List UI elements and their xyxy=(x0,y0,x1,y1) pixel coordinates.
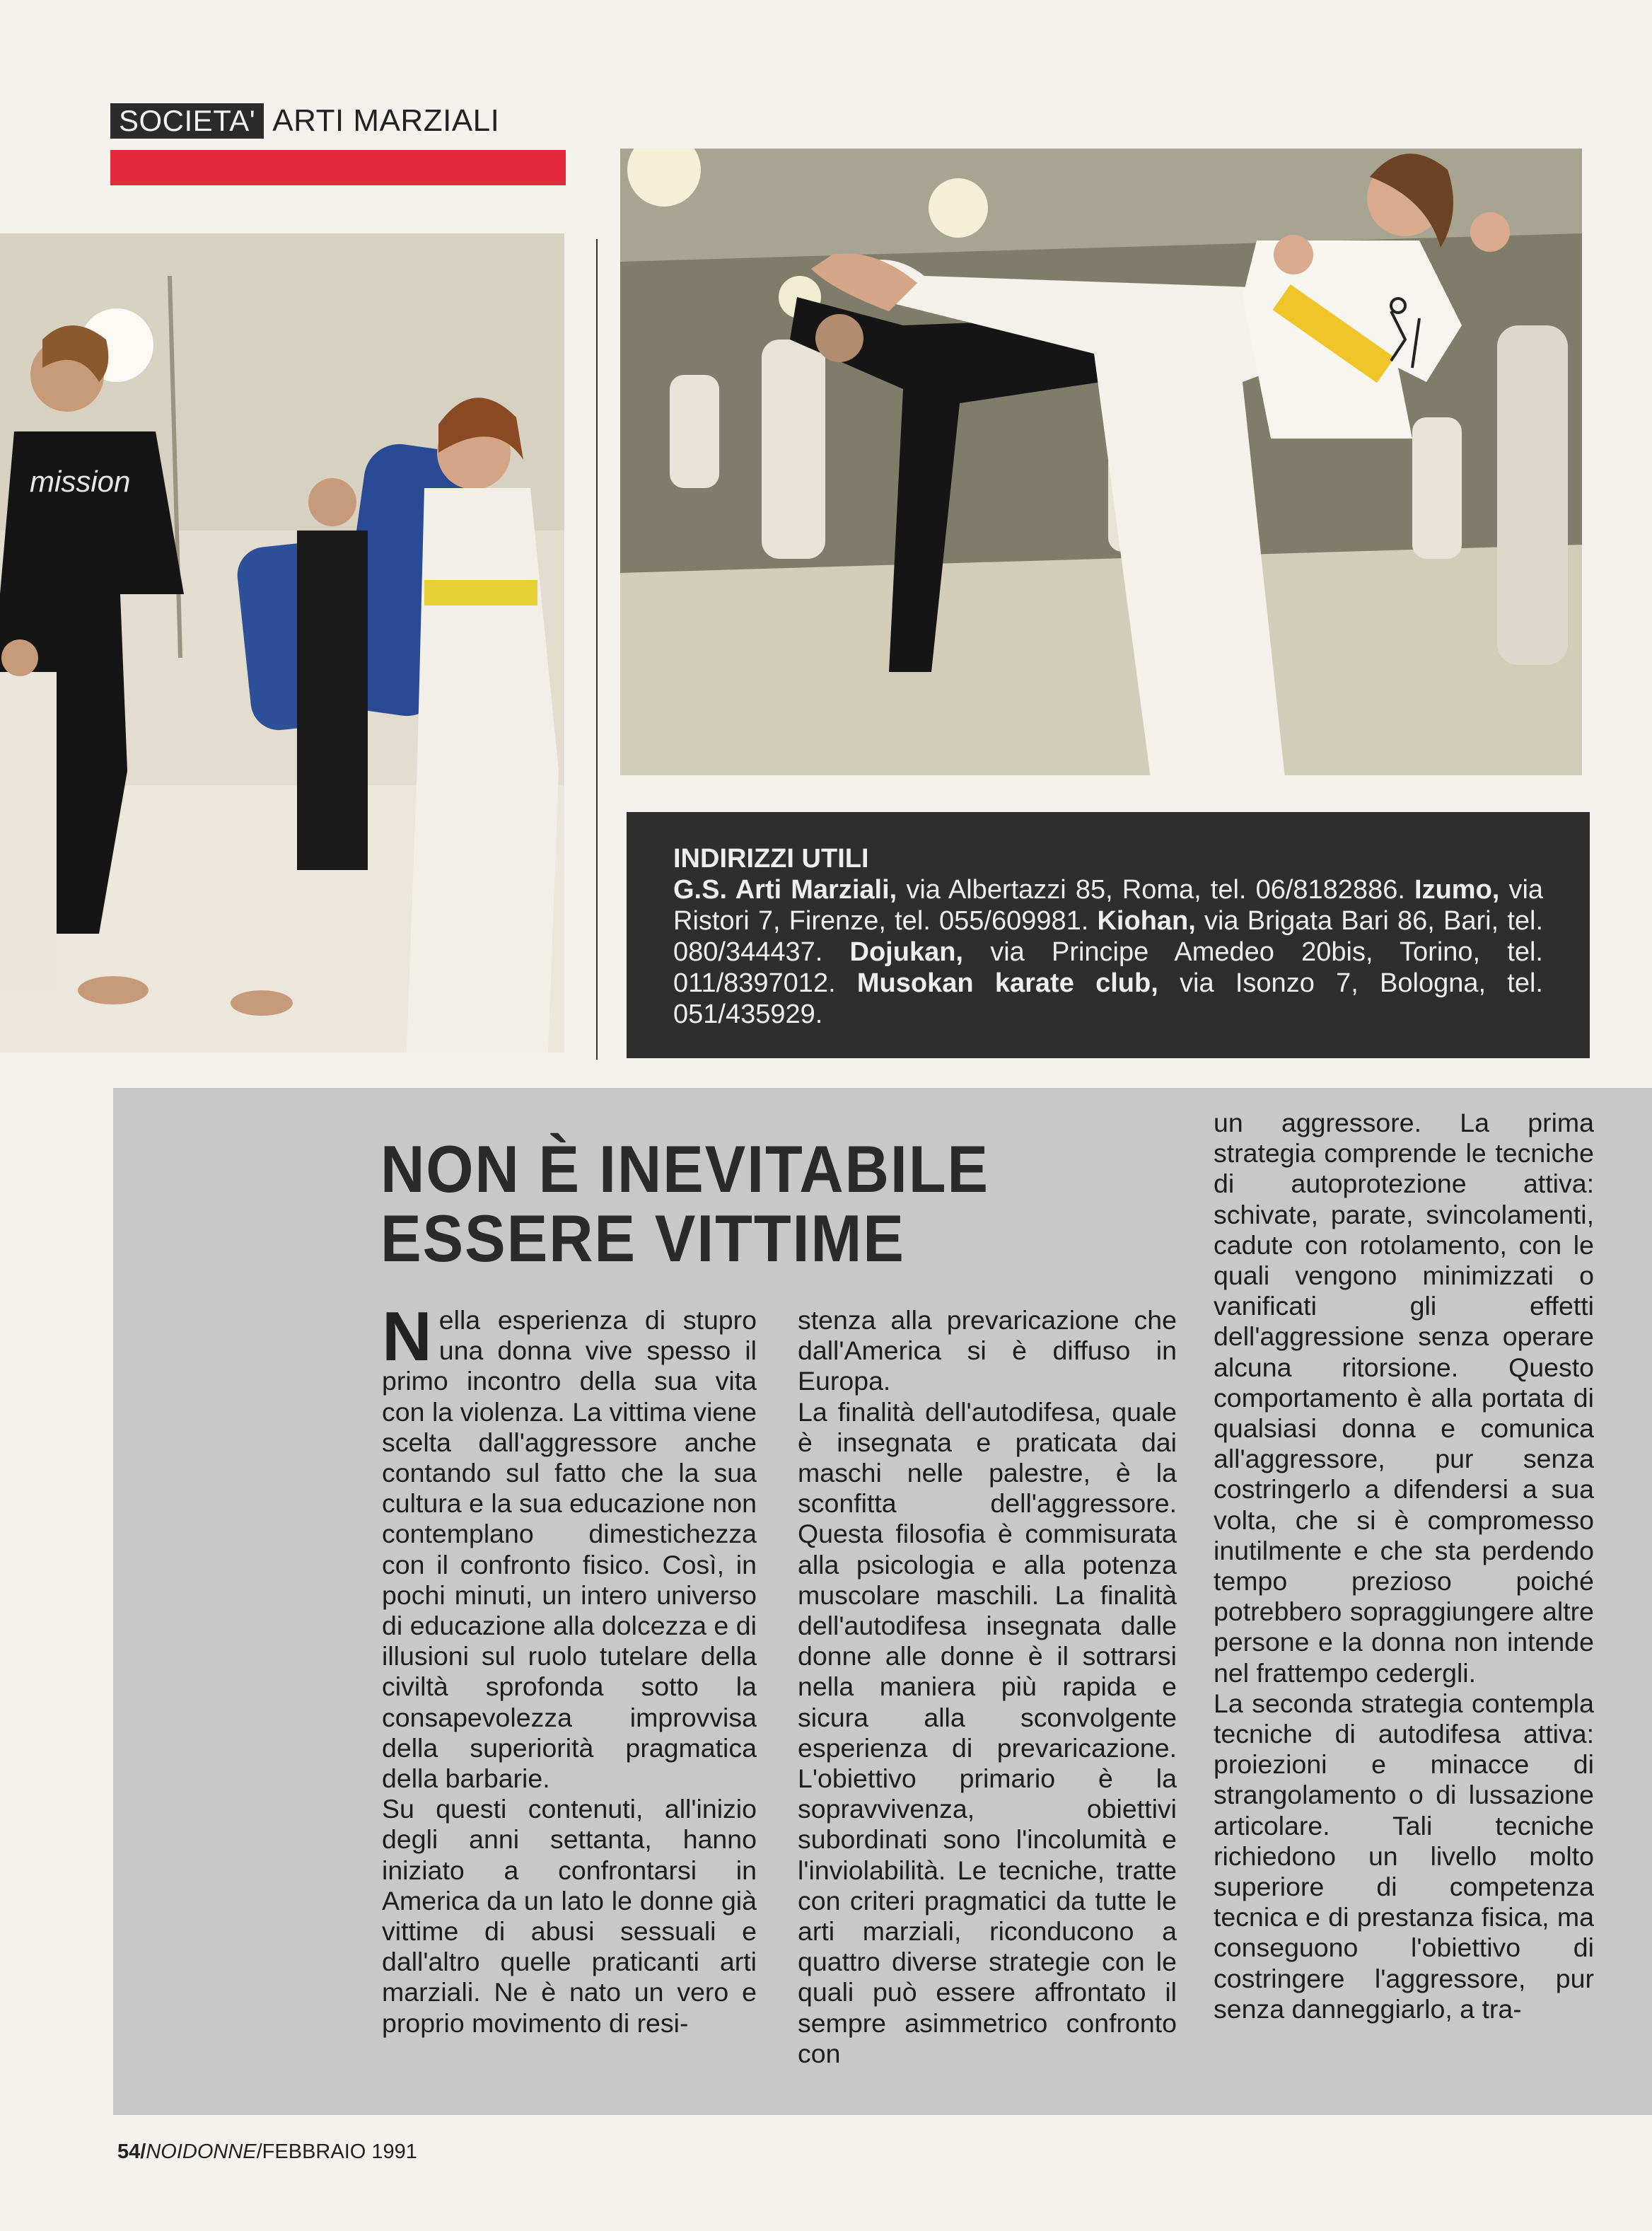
article-headline xyxy=(380,1132,1096,1275)
paragraph xyxy=(382,1297,757,1794)
info-box-text xyxy=(673,874,1543,1030)
useful-addresses-box xyxy=(627,812,1590,1058)
photo-high-kick-dojo xyxy=(620,149,1582,775)
article-column-3 xyxy=(1214,1108,1594,2024)
headline-line-2: ESSERE VITTIME xyxy=(380,1201,905,1275)
paragraph: stenza alla prevaricazione che dall'America si è diffuso in Europa. xyxy=(798,1305,1177,1396)
article-column-1 xyxy=(382,1297,757,2039)
red-accent-bar xyxy=(110,150,566,185)
photo-left-illustration xyxy=(0,233,564,1053)
drop-cap: N xyxy=(382,1297,432,1375)
address-name: Izumo, xyxy=(1414,875,1500,905)
page-folio xyxy=(117,2140,417,2164)
photo-kick-shield-training xyxy=(0,233,564,1053)
paragraph: La finalità dell'autodifesa, quale è insegnata e praticata dai maschi nelle palestre, è la sconfitta dell'aggressore. Questa filosofia è commisurata alla psicologia e alla potenza muscolare maschili. La finalità dell'autodifesa insegnata dalle donne alle donne è il sottrarsi nella maniera più rapida e sicura alla sconvolgente esperienza di prevaricazione. L'obiettivo primario è la sopravvivenza, obiettivi subordinati sono l'incolumità e l'inviolabilità. Le tecniche, tratte con criteri pragmatici da tutte le arti marziali, riconducono a quattro diverse strategie con le quali può essere affrontato il sempre asimmetrico confronto con xyxy=(798,1396,1177,2068)
paragraph: Su questi contenuti, all'inizio degli anni settanta, hanno iniziato a confrontarsi in America da un lato le donne già vittime di abusi sessuali e dall'altro quelle praticanti arti marziali. Ne è nato un vero e proprio movimento di resi- xyxy=(382,1794,757,2038)
page-number: 54/ xyxy=(117,2140,146,2163)
address-name: G.S. Arti Marziali, xyxy=(673,875,897,905)
address-details: via Albertazzi 85, Roma, tel. 06/8182886. xyxy=(906,875,1405,905)
column-divider xyxy=(596,239,598,1060)
photo-right-illustration xyxy=(620,149,1582,775)
magazine-name: NOIDONNE xyxy=(146,2140,257,2163)
section-title: ARTI MARZIALI xyxy=(272,103,500,138)
article-column-2 xyxy=(798,1305,1177,2069)
address-name: Musokan karate club, xyxy=(856,968,1158,998)
paragraph: un aggressore. La prima strategia comprende le tecniche di autoprotezione attiva: schivate, parate, svincolamenti, cadute con rotolamento, con le quali vengono minimizzati o vanificati gli effetti dell'aggressione senza operare alcuna ritorsione. Questo comportamento è alla portata di qualsiasi donna e comunica all'aggressore, pur senza costringerlo a difendersi a sua volta, che si è compromesso inutilmente e che sta perdendo tempo prezioso poiché potrebbero sopraggiungere altre persone e la donna non intende nel frattempo cedergli. xyxy=(1214,1108,1594,1688)
headline-line-1: NON È INEVITABILE xyxy=(380,1132,989,1206)
address-details: via Brigata Bari 86, Bari, tel. 080/344437. xyxy=(673,906,1544,967)
address-name: Kiohan, xyxy=(1097,906,1196,936)
address-details: via Ristori 7, Firenze, tel. 055/609981. xyxy=(673,875,1544,936)
paragraph-text: ella esperienza di stupro una donna vive spesso il primo incontro della sua vita con la violenza. La vittima viene scelta dall'aggressore anche contando sul fatto che la sua cultura e la sua educazione non contemplano dimestichezza con il confronto fisico. Così, in pochi minuti, un intero universo di educazione alla dolcezza e di illusioni sul ruolo tutelare della civiltà sprofonda sotto la consapevolezza improvvisa della superiorità pragmatica della barbarie. xyxy=(382,1305,757,1794)
shirt-print: mission xyxy=(30,465,131,498)
issue-date: /FEBBRAIO 1991 xyxy=(256,2140,417,2163)
address-details: via Principe Amedeo 20bis, Torino, tel. 011/8397012. xyxy=(673,937,1543,998)
address-details: via Isonzo 7, Bologna, tel. 051/435929. xyxy=(673,968,1543,1029)
info-box-title: INDIRIZZI UTILI xyxy=(673,844,869,874)
section-header xyxy=(110,102,499,140)
address-name: Dojukan, xyxy=(849,937,963,967)
paragraph: La seconda strategia contempla tecniche di autodifesa attiva: proiezioni e minacce di strangolamento o di lussazione articolare. Tali tecniche richiedono un livello molto superiore di competenza tecnica e di prestanza fisica, ma conseguono l'obiettivo di costringere l'aggressore, pur senza danneggiarlo, a tra- xyxy=(1214,1688,1594,2024)
section-tag: SOCIETA' xyxy=(110,103,264,139)
